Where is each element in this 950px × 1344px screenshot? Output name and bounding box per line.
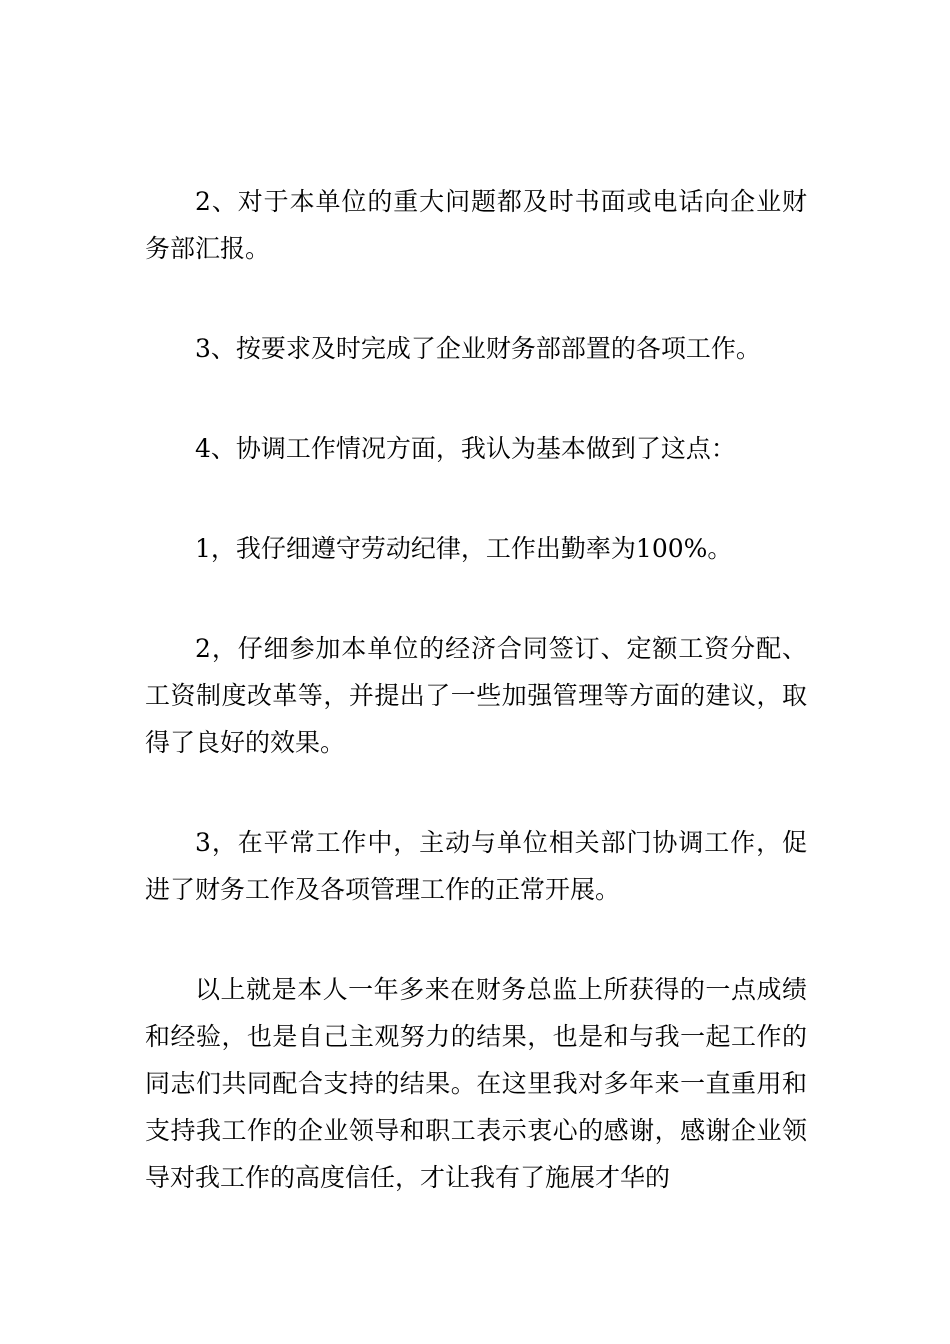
paragraph-subitem-2: 2，仔细参加本单位的经济合同签订、定额工资分配、工资制度改革等，并提出了一些加强管理等方面的建议，取得了良好的效果。: [145, 634, 807, 757]
paragraph-item-2: 2、对于本单位的重大问题都及时书面或电话向企业财务部汇报。: [145, 187, 807, 263]
paragraph-subitem-1: 1，我仔细遵守劳动纪律，工作出勤率为100%。: [195, 534, 733, 563]
paragraph-item-4: 4、协调工作情况方面，我认为基本做到了这点：: [195, 434, 736, 463]
document-page: [145, 178, 807, 1201]
paragraph-summary: 以上就是本人一年多来在财务总监上所获得的一点成绩和经验，也是自己主观努力的结果，也是和与我一起工作的同志们共同配合支持的结果。在这里我对多年来一直重用和支持我工作的企业领导和职工表示衷心的感谢，感谢企业领导对我工作的高度信任，才让我有了施展才华的: [145, 975, 807, 1192]
paragraph-item-3: 3、按要求及时完成了企业财务部部置的各项工作。: [195, 334, 761, 363]
paragraph-subitem-3: 3，在平常工作中，主动与单位相关部门协调工作，促进了财务工作及各项管理工作的正常开展。: [145, 828, 807, 904]
